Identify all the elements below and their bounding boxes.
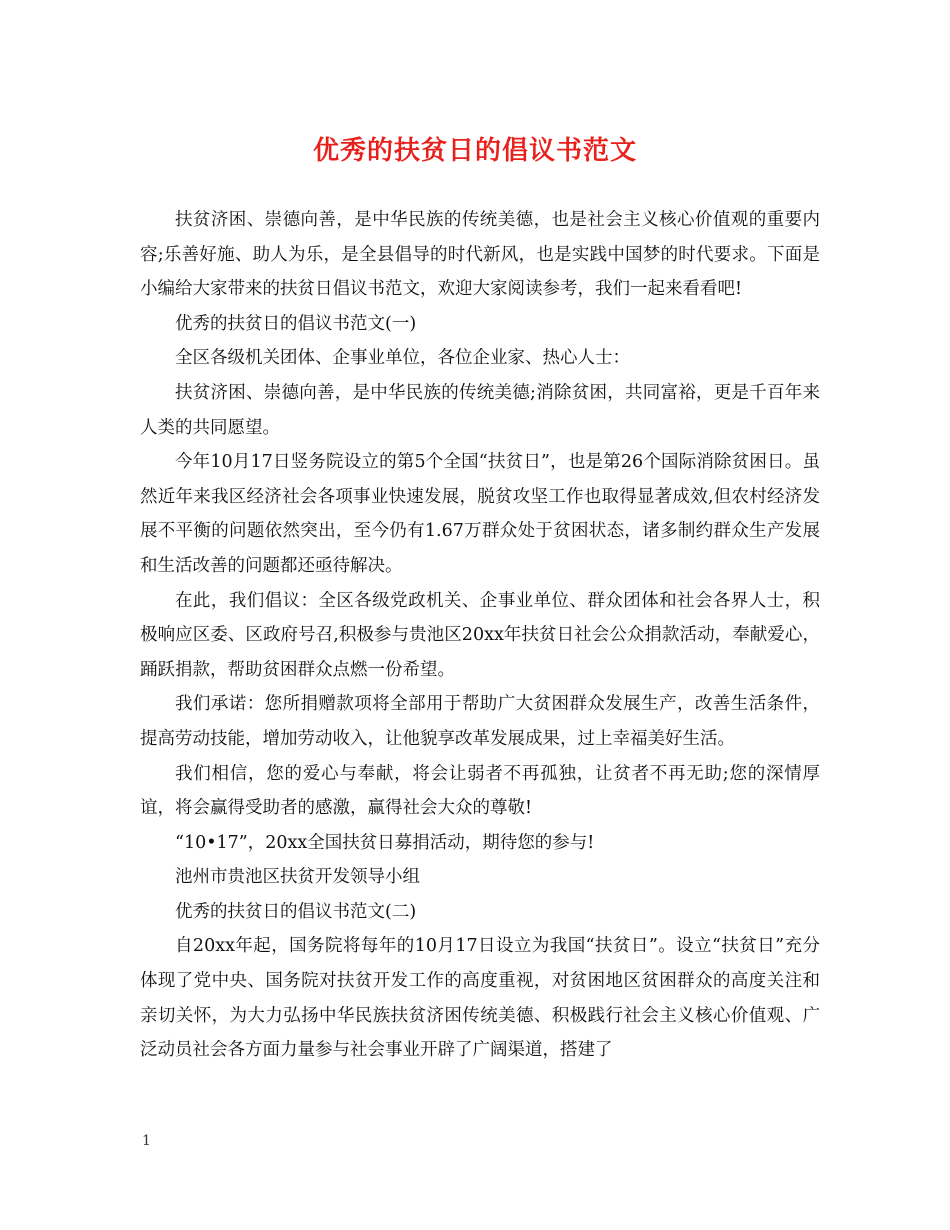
document-body (140, 203, 820, 1068)
section-heading-1: 优秀的扶贫日的倡议书范文(一) (175, 313, 417, 334)
paragraph: “10•17”，20xx全国扶贫日募捐活动，期待您的参与! (175, 832, 595, 853)
paragraph: 在此，我们倡议：全区各级党政机关、企事业单位、群众团体和社会各界人士，积极响应区委、区政府号召,积极参与贵池区20xx年扶贫日社会公众捐款活动，奉献爱心，踊跃捐款，帮助贫困群众点燃一份希望。 (140, 590, 820, 680)
paragraph: 今年10月17日竖务院设立的第5个全国“扶贫日”，也是第26个国际消除贫困日。虽然近年来我区经济社会各项事业快速发展，脱贫攻坚工作也取得显著成效,但农村经济发展不平衡的问题依然突出，至今仍有1.67万群众处于贫困状态，诸多制约群众生产发展和生活改善的问题都还亟待解决。 (140, 452, 820, 576)
section-heading-2: 优秀的扶贫日的倡议书范文(二) (175, 901, 417, 922)
document-title: 优秀的扶贫日的倡议书范文 (312, 136, 637, 166)
paragraph: 自20xx年起，国务院将每年的10月17日设立为我国“扶贫日”。设立“扶贫日”充分体现了党中央、国务院对扶贫开发工作的高度重视，对贫困地区贫困群众的高度关注和亲切关怀，为大力弘扬中华民族扶贫济困传统美德、积极践行社会主义核心价值观、广泛动员社会各方面力量参与社会事业开辟了广阔渠道，搭建了 (140, 936, 820, 1061)
paragraph-intro: 扶贫济困、崇德向善，是中华民族的传统美德，也是社会主义核心价值观的重要内容;乐善好施、助人为乐，是全县倡导的时代新风，也是实践中国梦的时代要求。下面是小编给大家带来的扶贫日倡议书范文，欢迎大家阅读参考，我们一起来看看吧! (140, 210, 820, 300)
signature: 池州市贵池区扶贫开发领导小组 (175, 867, 420, 888)
page-number: 1 (142, 1133, 151, 1149)
paragraph: 我们承诺：您所捐赠款项将全部用于帮助广大贫困群众发展生产，改善生活条件，提高劳动技能，增加劳动收入，让他貌享改革发展成果，过上幸福美好生活。 (140, 694, 820, 749)
paragraph: 扶贫济困、崇德向善，是中华民族的传统美德;消除贫困，共同富裕，更是千百年来人类的共同愿望。 (140, 382, 820, 438)
paragraph: 我们相信，您的爱心与奉献，将会让弱者不再孤独，让贫者不再无助;您的深情厚谊，将会赢得受助者的感激，赢得社会大众的尊敬! (140, 763, 820, 819)
salutation: 全区各级机关团体、企事业单位，各位企业家、热心人士： (175, 348, 630, 369)
